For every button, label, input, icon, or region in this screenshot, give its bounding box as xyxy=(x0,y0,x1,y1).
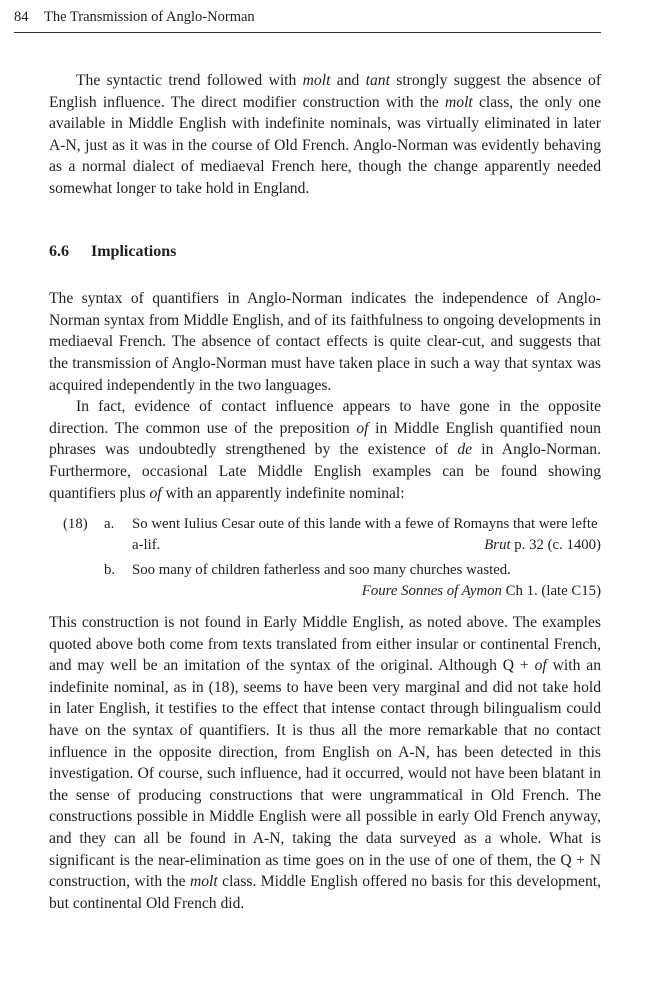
running-header xyxy=(14,8,601,33)
section-title: Implications xyxy=(91,242,177,260)
example-letter: a. xyxy=(104,516,115,533)
italic-word: molt xyxy=(190,873,218,891)
example-text-run: So went Iulius Cesar oute of this lande with a fewe of Romayns that were lefte a-lif. xyxy=(132,516,598,554)
italic-word: of xyxy=(356,419,369,437)
example-source xyxy=(132,581,601,602)
paragraph-2: The syntax of quantifiers in Anglo-Norman indicates the independence of Anglo-Norman syntax from Middle English, and of its faithfulness to ongoing developments in mediaeval French. The absence of contact effects is quite clear-cut, and suggests that the transmission of Anglo-Norman must have taken place in such a way that syntax was acquired independently in the two languages. xyxy=(49,290,601,394)
section-heading xyxy=(49,241,601,263)
text-run: in Anglo-Norman. Furthermore, occasional Late Middle English examples can be found showing quantifiers plus xyxy=(49,441,601,502)
paragraph-3 xyxy=(49,396,601,504)
source-detail: p. 32 (c. 1400) xyxy=(510,537,601,554)
source-title: Brut xyxy=(484,537,511,554)
paragraph-4 xyxy=(49,612,601,914)
example-block xyxy=(63,514,601,602)
example-source xyxy=(484,535,601,556)
example-number: (18) xyxy=(63,516,88,533)
text-run: with an indefinite nominal, as in (18), seems to have been very marginal and did not take hold in later English, it testifies to the effect that intense contact through bilingualism could have on the syntax of quantifiers. It is thus all the more remarkable that no contact influence in the opposite direction, from English on A-N, has been detected in this investigation. Of course, such influence, had it occurred, would not have been blatant in the sense of producing constructions that were ungrammatical in Old French. The constructions possible in Middle English were all possible in early Old French anyway, and they can all be found in A-N, taking the data surveyed as a whole. What is significant is the near-elimination as time goes on in the use of one of them, the Q + N construction, with the xyxy=(49,657,601,891)
italic-word: de xyxy=(457,441,473,459)
text-run: class. Middle English offered no basis for this development, but continental Old French did. xyxy=(49,873,601,912)
page-body xyxy=(49,70,601,914)
italic-word: tant xyxy=(365,72,390,89)
text-run: and xyxy=(330,72,366,89)
text-run: strongly suggest the absence of English influence. The direct modifier construction with the xyxy=(49,72,602,111)
text-run: with an apparently indefinite nominal: xyxy=(161,484,405,502)
italic-word: molt xyxy=(445,93,473,111)
source-title: Foure Sonnes of Aymon xyxy=(361,583,502,600)
italic-word: of xyxy=(534,657,547,675)
paragraph-1 xyxy=(49,70,601,200)
running-title: The Transmission of Anglo-Norman xyxy=(44,9,255,25)
text-run: class, the only one available in Middle English with indefinite nominals, was virtually eliminated in later A-N, just as it was in the course of Old French. Anglo-Norman was evidently behaving as a normal dialect of mediaeval French here, though the change apparently needed somewhat longer to take hold in England. xyxy=(49,93,601,197)
example-letter: b. xyxy=(104,562,116,579)
example-text xyxy=(132,514,601,556)
source-detail: Ch 1. (late C15) xyxy=(501,583,601,600)
italic-word: molt xyxy=(302,72,331,89)
text-run: In fact, evidence of contact influence appears to have gone in the opposite direction. The common use of the preposition xyxy=(49,398,601,437)
text-run: in Middle English quantified noun phrases was undoubtedly strengthened by the existence of xyxy=(49,419,601,459)
text-run: The syntactic trend followed with xyxy=(76,72,303,89)
page-number: 84 xyxy=(14,9,29,25)
example-a xyxy=(63,514,601,556)
example-text: Soo many of children fatherless and soo many churches wasted. xyxy=(132,562,511,579)
example-b xyxy=(63,560,601,602)
text-run: This construction is not found in Early Middle English, as noted above. The examples quoted above both come from texts translated from either insular or continental French, and may well be an imitation of the syntax of the original. Although Q + xyxy=(49,614,601,675)
section-number: 6.6 xyxy=(49,242,69,260)
italic-word: of xyxy=(149,484,162,502)
